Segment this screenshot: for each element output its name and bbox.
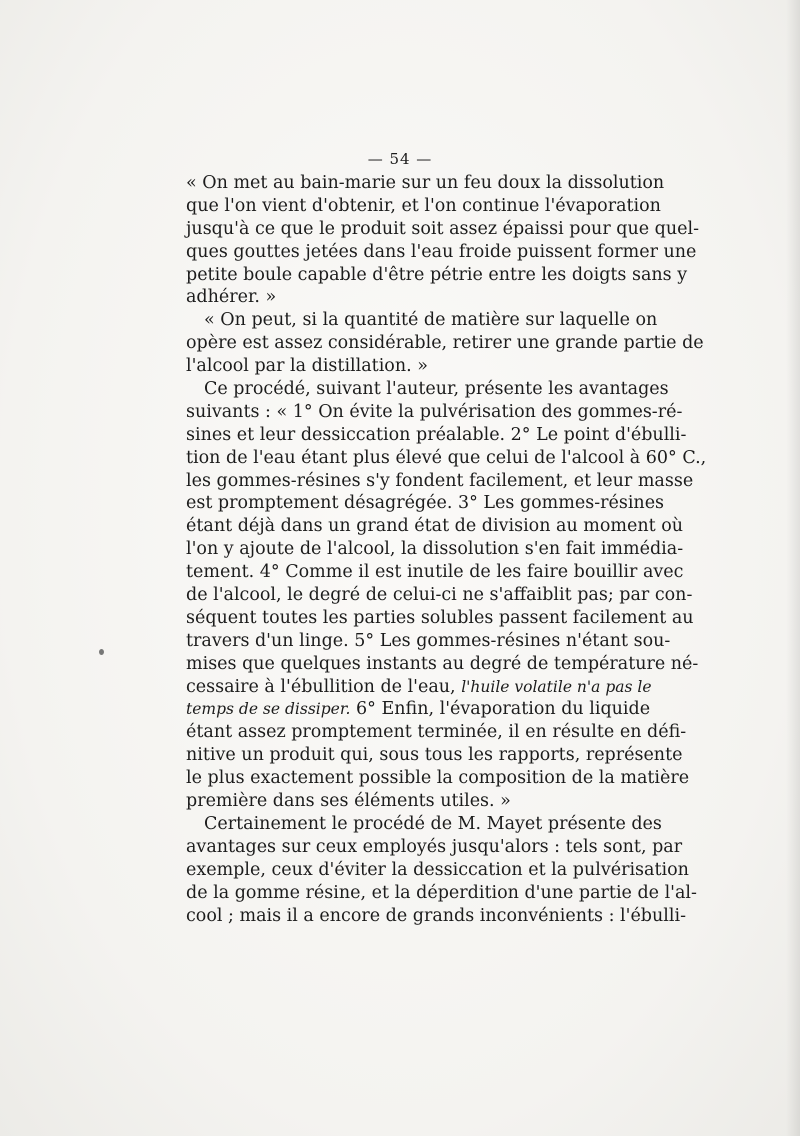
text-line: est promptement désagrégée. 3° Les gommes-résines — [186, 493, 665, 514]
text-line: que l'on vient d'obtenir, et l'on continue l'évaporation — [186, 195, 661, 216]
text-line: adhérer. » — [186, 287, 277, 308]
text-line: première dans ses éléments utiles. » — [186, 791, 511, 812]
text-line: le plus exactement possible la composition de la matière — [186, 768, 690, 789]
text-line: tion de l'eau étant plus élevé que celui de l'alcool à 60° C., — [186, 447, 707, 468]
italic-phrase: l'huile volatile n'a pas le — [461, 677, 652, 696]
text-segment: cessaire à l'ébullition de l'eau, — [186, 676, 456, 697]
text-line: Certainement le procédé de M. Mayet présente des — [204, 813, 662, 834]
text-line: séquent toutes les parties solubles passent facilement au — [186, 607, 694, 628]
page-number: — 54 — — [367, 150, 433, 168]
text-line: jusqu'à ce que le produit soit assez épaissi pour que quel- — [186, 218, 699, 239]
text-line: mises que quelques instants au degré de température né- — [186, 653, 699, 674]
text-line: l'alcool par la distillation. » — [186, 356, 428, 377]
text-line: l'on y ajoute de l'alcool, la dissolution s'en fait immédia- — [186, 539, 684, 560]
text-line: suivants : « 1° On évite la pulvérisation des gommes-ré- — [186, 401, 683, 422]
text-line: étant déjà dans un grand état de division au moment où — [186, 516, 684, 537]
text-line: sines et leur dessiccation préalable. 2° Le point d'ébulli- — [186, 424, 687, 445]
text-line: de l'alcool, le degré de celui-ci ne s'affaiblit pas; par con- — [186, 585, 693, 606]
text-line: travers d'un linge. 5° Les gommes-résines n'étant sou- — [186, 630, 671, 651]
text-line: les gommes-résines s'y fondent facilement, et leur masse — [186, 470, 694, 491]
text-line: opère est assez considérable, retirer une grande partie de — [186, 333, 704, 354]
text-line: nitive un produit qui, sous tous les rapports, représente — [186, 745, 683, 766]
text-line: « On peut, si la quantité de matière sur laquelle on — [204, 310, 658, 331]
text-segment: 6° Enfin, l'évaporation du liquide — [356, 699, 651, 720]
text-line: cool ; mais il a encore de grands inconvénients : l'ébulli- — [186, 905, 686, 926]
text-line: étant assez promptement terminée, il en résulte en défi- — [186, 722, 687, 743]
text-line: avantages sur ceux employés jusqu'alors : tels sont, par — [186, 836, 683, 857]
text-line-with-italic — [186, 698, 651, 721]
page-edge-shadow — [786, 0, 800, 1136]
text-line: tement. 4° Comme il est inutile de les faire bouillir avec — [186, 562, 684, 583]
text-line: « On met au bain-marie sur un feu doux la dissolution — [186, 173, 665, 193]
text-line: Ce procédé, suivant l'auteur, présente les avantages — [204, 379, 669, 400]
text-line: de la gomme résine, et la déperdition d'une partie de l'al- — [186, 882, 697, 903]
italic-phrase: temps de se dissiper. — [186, 700, 351, 719]
ink-speck — [99, 649, 104, 655]
text-line: ques gouttes jetées dans l'eau froide puissent former une — [186, 241, 697, 262]
text-line-with-italic — [186, 676, 652, 699]
text-line: petite boule capable d'être pétrie entre les doigts sans y — [186, 264, 688, 285]
body-text — [186, 172, 707, 927]
text-line: exemple, ceux d'éviter la dessiccation et la pulvérisation — [186, 859, 689, 880]
